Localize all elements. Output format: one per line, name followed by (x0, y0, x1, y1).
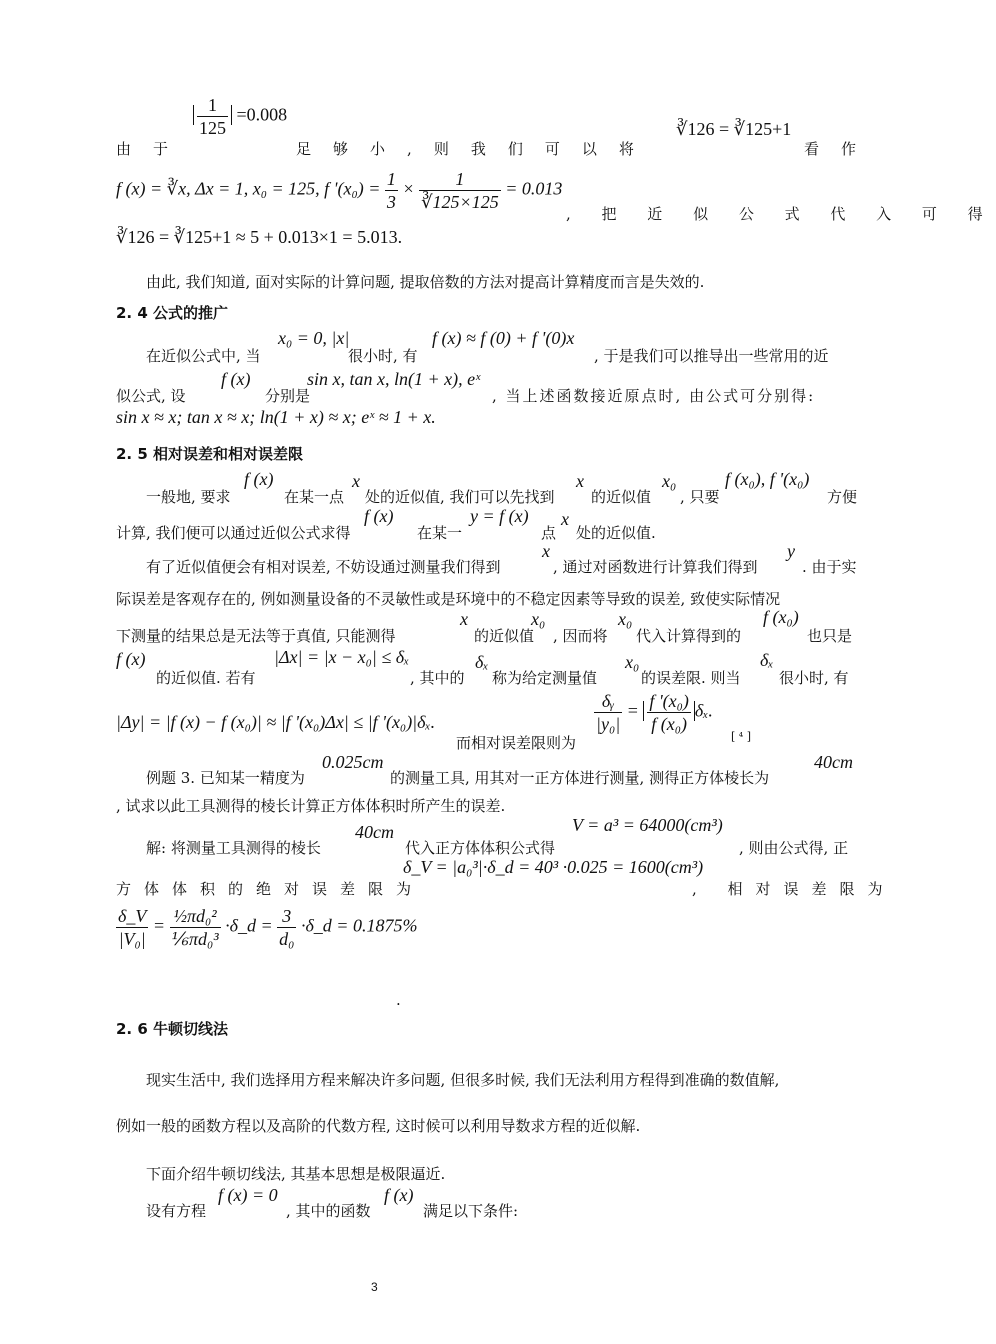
citation-ref: [ ⁴ ] (731, 730, 751, 743)
edge-length: 40cm (355, 822, 394, 842)
sec25-s6-b: , 其中的 (410, 669, 465, 687)
x-symbol: x (576, 471, 584, 491)
sec24-line2-b: 分别是 (265, 387, 311, 405)
solution-line1-c: , 则由公式得, 正 (739, 839, 849, 857)
sec24-line1-b: 很小时, 有 (348, 347, 418, 365)
sec25-s5-c: , 因而将 (553, 627, 608, 645)
sec26-p4-b: , 其中的函数 (286, 1202, 371, 1220)
sec25-s5-d: 代入计算得到的 (636, 627, 742, 645)
delta-x-symbol: δₓ (760, 650, 774, 670)
fx-symbol: f (x) (364, 506, 394, 526)
volume-formula: V = a³ = 64000(cm³) (572, 815, 723, 835)
equation-fx-zero: f (x) = 0 (218, 1185, 278, 1205)
x-symbol: x (352, 471, 360, 491)
x-symbol: x (542, 541, 550, 561)
sec25-s5-b: 的近似值 (474, 627, 535, 645)
sec25-s3-a: 有了近似值便会有相对误差, 不妨设通过测量我们得到 (146, 558, 501, 576)
x-symbol: x (561, 509, 569, 529)
line-small-enough: 由于 (116, 140, 191, 158)
sec25-s2-c: 点 (541, 524, 557, 542)
fx0-symbol: f (x₀) (763, 607, 799, 627)
sec25-s6-e: 很小时, 有 (779, 669, 849, 687)
sec25-s6-c: 称为给定测量值 (492, 669, 598, 687)
fx-symbol: f (x) (116, 649, 146, 669)
sec25-s3-c: . 由于实 (802, 558, 857, 576)
line-substitute: , 把 近 似 公 式 代 入 可 得 (566, 205, 996, 223)
x0-symbol: x₀ (625, 652, 640, 672)
y-equals-fx: y = f (x) (470, 506, 529, 526)
solution-line1-a: 解: 将测量工具测得的棱长 (146, 839, 321, 857)
section-heading-2-4: 2. 4 公式的推广 (116, 304, 229, 322)
x-symbol: x (460, 609, 468, 629)
approximation-result: ∛126 = ∛125+1 ≈ 5 + 0.013×1 = 5.013. (116, 227, 403, 247)
sec24-line1-a: 在近似公式中, 当 (146, 347, 261, 365)
sec26-p4-c: 满足以下条件: (423, 1202, 519, 1220)
sec26-p2: 例如一般的函数方程以及高阶的代数方程, 这时候可以利用导数求方程的近似解. (116, 1117, 641, 1135)
sec25-s1-b: 在某一点 (284, 488, 345, 506)
example3-line1-a: 例题 3. 已知某一精度为 (146, 769, 305, 787)
sec25-s1-c: 处的近似值, 我们可以先找到 (365, 488, 555, 506)
sec25-s2-a: 计算, 我们便可以通过近似公式求得 (116, 524, 351, 542)
relative-error-result: $\frac{\delta\_V}{\text{|V₀|}}$ = $\frac{\text{½πd₀²}}{\text{⅙πd₀³}}$ ·δ_d = $\frac{3}{\text{d₀}}$ ·δ_d = 0.1875% (118, 906, 418, 949)
y-symbol: y (787, 541, 795, 561)
sec25-s5-e: 也只是 (807, 627, 853, 645)
fraction-abs-expression: $\frac{1}{125}$ =0.008 (193, 94, 287, 139)
page-number: 3 (371, 1280, 378, 1294)
delta-x-symbol: δₓ (475, 652, 489, 672)
sec26-p3: 下面介绍牛顿切线法, 其基本思想是极限逼近. (146, 1165, 446, 1183)
solution-line2-a: 方体体积的绝对误差限为 (116, 880, 425, 898)
approximation-results: sin x ≈ x; tan x ≈ x; ln(1 + x) ≈ x; eˣ ≈ 1 + x. (116, 407, 436, 427)
section-heading-2-6: 2. 6 牛顿切线法 (116, 1020, 229, 1038)
example3-line2: , 试求以此工具测得的棱长计算正方体体积时所产生的误差. (116, 797, 506, 815)
sec25-s1-d: 的近似值 (591, 488, 652, 506)
fx-symbol: f (x) (384, 1185, 414, 1205)
cube-root-equation: ∛126 = ∛125+1 (676, 119, 792, 139)
sec25-s3-b: , 通过对函数进行计算我们得到 (553, 558, 758, 576)
section-heading-2-5: 2. 5 相对误差和相对误差限 (116, 445, 304, 463)
line-small-enough-mid: 足够小,则我们可以将 (296, 140, 656, 158)
sec26-p1: 现实生活中, 我们选择用方程来解决许多问题, 但很多时候, 我们无法利用方程得到准确的数值解, (146, 1071, 780, 1089)
sec25-s4: 际误差是客观存在的, 例如测量设备的不灵敏性或是环境中的不稳定因素等导致的误差, 致使实际情况 (116, 590, 781, 608)
function-definition: f (x) = ∛x, Δx = 1, x₀ = 125, f '(x₀) = $\frac{1}{3}$ × $\frac{1}{∛125\times 125}$ = 0.013 (116, 169, 563, 212)
function-list: sin x, tan x, ln(1 + x), eˣ (307, 369, 481, 389)
sec25-s1-e: , 只要 (680, 488, 720, 506)
relative-error-formula: $\frac{\text{δᵧ}}{\text{|y₀|}}$ = $\frac{\text{f '(x₀)}}{\text{f (x₀)}}$ δₓ. (596, 691, 713, 734)
linear-approx-formula: f (x) ≈ f (0) + f '(0)x (432, 328, 575, 348)
sec26-p4-a: 设有方程 (146, 1202, 207, 1220)
absolute-error-formula: δ_V = |a₀³|·δ_d = 40³ ·0.025 = 1600(cm³) (403, 857, 704, 877)
sec25-s1-f: 方便 (827, 488, 858, 506)
x0-symbol: x₀ (531, 609, 546, 629)
condition-x0: x₀ = 0, |x| (278, 328, 350, 348)
sec24-line2-a: 似公式, 设 (116, 387, 186, 405)
x0-symbol: x₀ (618, 609, 633, 629)
sec25-s2-b: 在某一 (417, 524, 463, 542)
paragraph-conclusion: 由此, 我们知道, 面对实际的计算问题, 提取倍数的方法对提高计算精度而言是失效的. (146, 273, 705, 291)
fx-symbol: f (x) (244, 469, 274, 489)
sec24-line2-c: , 当上述函数接近原点时, 由公式可分别得: (492, 387, 816, 405)
sec25-s1-a: 一般地, 要求 (146, 488, 231, 506)
edge-length: 40cm (814, 752, 853, 772)
fx0-pair: f (x₀), f '(x₀) (725, 469, 810, 489)
sec25-s2-d: 处的近似值. (576, 524, 656, 542)
precision-value: 0.025cm (322, 752, 384, 772)
solution-line1-b: 代入正方体体积公式得 (405, 839, 556, 857)
delta-condition: |Δx| = |x − x₀| ≤ δₓ (274, 647, 410, 667)
sec25-s6-d: 的误差限. 则当 (641, 669, 741, 687)
example3-line1-b: 的测量工具, 用其对一正方体进行测量, 测得正方体棱长为 (390, 769, 770, 787)
solution-line2-b: , 相对误差限为 (692, 880, 896, 898)
sec25-s6-a: 的近似值. 若有 (156, 669, 256, 687)
delta-y-inequality: |Δy| = |f (x) − f (x₀)| ≈ |f '(x₀)Δx| ≤ |f '(x₀)|δₓ. (116, 712, 436, 732)
sec24-line1-c: , 于是我们可以推导出一些常用的近 (594, 347, 829, 365)
sec25-s5-a: 下测量的结果总是无法等于真值, 只能测得 (116, 627, 396, 645)
x0-symbol: x₀ (662, 471, 677, 491)
fx-symbol: f (x) (221, 369, 251, 389)
relative-error-label: 而相对误差限则为 (456, 734, 577, 752)
line-regard-as: 看作 (804, 140, 857, 158)
end-dot: . (396, 991, 401, 1009)
